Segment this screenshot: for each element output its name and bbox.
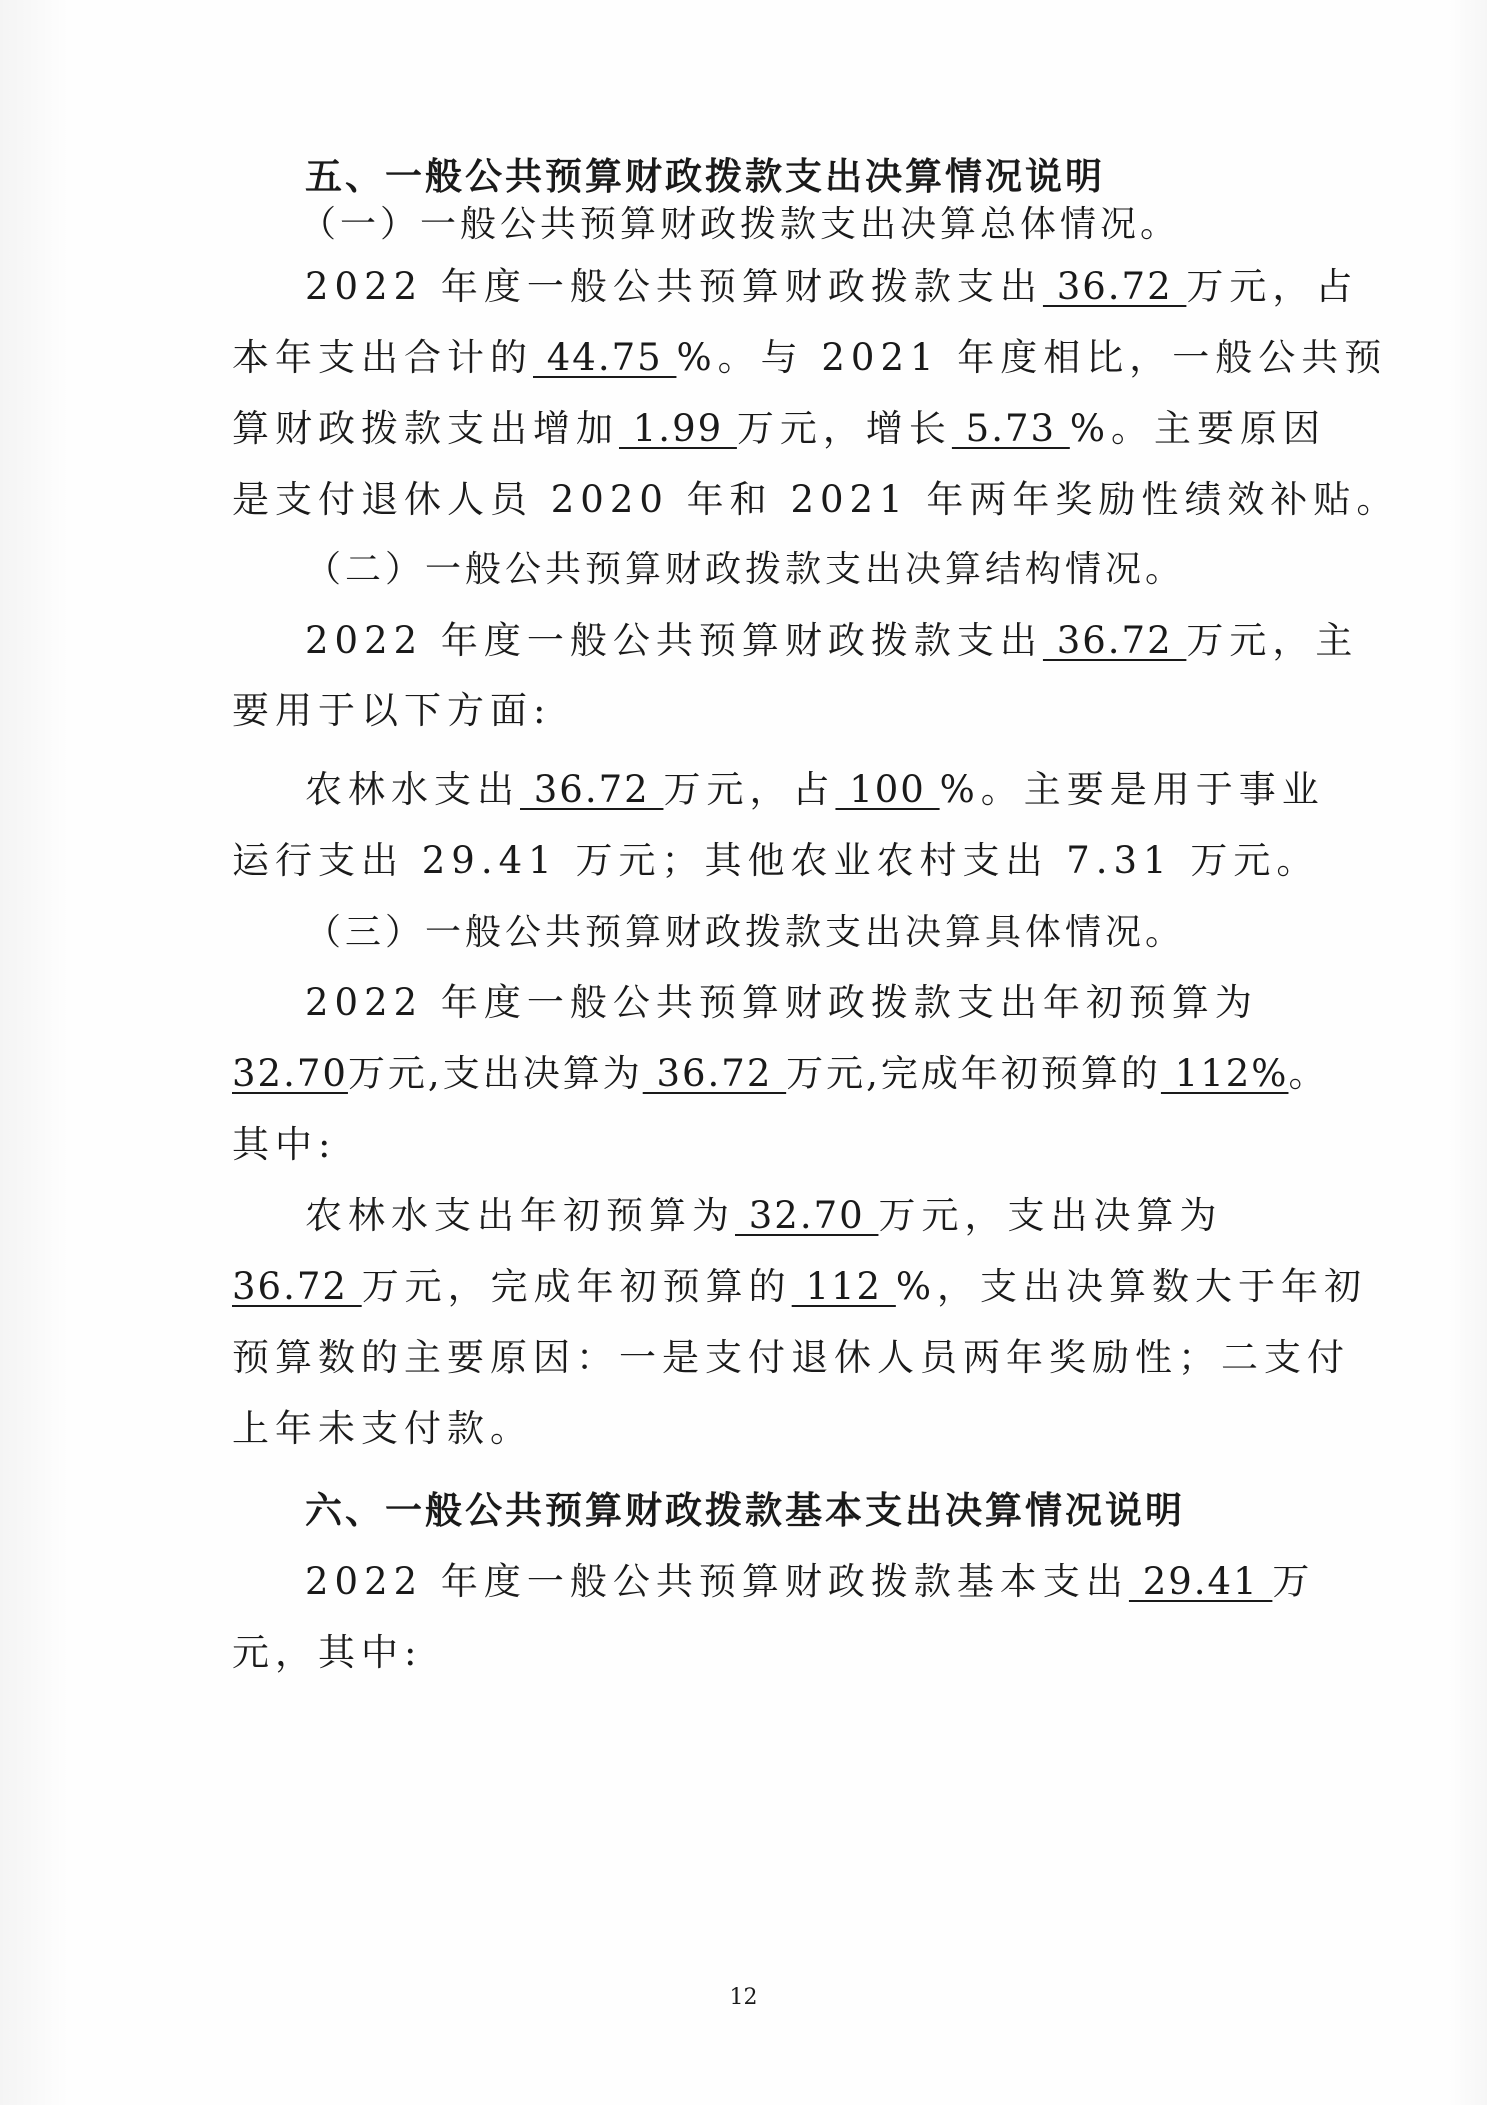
text: %。主要原因 xyxy=(1069,407,1326,450)
s1-paragraph-line-3 xyxy=(232,404,1326,454)
value-36-72: 36.72 xyxy=(1042,619,1187,662)
value-32-70: 32.70 xyxy=(735,1194,879,1237)
text: 万元，支出决算为 xyxy=(878,1194,1223,1237)
value-36-72: 36.72 xyxy=(232,1265,362,1308)
text: 万元,完成年初预算的 xyxy=(786,1052,1161,1095)
value-112-percent: 112% xyxy=(1160,1052,1289,1095)
value-44-75: 44.75 xyxy=(533,336,677,379)
s2-paragraph-line-4: 运行支出 29.41 万元；其他农业农村支出 7.31 万元。 xyxy=(232,839,1320,882)
s3-paragraph-line-7: 上年未支付款。 xyxy=(232,1407,533,1450)
text: 万元，占 xyxy=(663,768,836,811)
text: 万元，主 xyxy=(1186,619,1359,662)
s3-paragraph-line-5 xyxy=(232,1262,1367,1312)
text: 2022 年度一般公共预算财政拨款支出 xyxy=(305,265,1043,308)
sub-1-heading: （一）一般公共预算财政拨款支出决算总体情况。 xyxy=(300,204,1181,245)
s2-paragraph-line-1 xyxy=(305,616,1358,666)
s2-paragraph-line-3 xyxy=(305,765,1325,815)
section-5-heading: 五、一般公共预算财政拨款支出决算情况说明 xyxy=(305,155,1105,198)
text: 农林水支出年初预算为 xyxy=(305,1194,735,1237)
value-29-41: 29.41 xyxy=(1128,1560,1273,1603)
text: %，支出决算数大于年初 xyxy=(895,1265,1368,1308)
value-100: 100 xyxy=(835,768,940,811)
s3-paragraph-line-4 xyxy=(305,1191,1222,1241)
scan-edge-left xyxy=(0,0,70,2105)
value-36-72: 36.72 xyxy=(1042,265,1187,308)
value-36-72: 36.72 xyxy=(642,1052,787,1095)
s6-paragraph-line-1 xyxy=(305,1557,1315,1607)
section-6-heading: 六、一般公共预算财政拨款基本支出决算情况说明 xyxy=(305,1489,1185,1532)
page-number: 12 xyxy=(729,1985,758,2010)
text: 2022 年度一般公共预算财政拨款支出 xyxy=(305,619,1043,662)
text: 算财政拨款支出增加 xyxy=(232,407,619,450)
text: 2022 年度一般公共预算财政拨款基本支出 xyxy=(305,1560,1129,1603)
text: 万 xyxy=(1272,1560,1316,1603)
text: 万元，增长 xyxy=(736,407,952,450)
text: 本年支出合计的 xyxy=(232,336,533,379)
s3-paragraph-line-1: 2022 年度一般公共预算财政拨款支出年初预算为 xyxy=(305,981,1258,1024)
text: 农林水支出 xyxy=(305,768,520,811)
text: 。 xyxy=(1288,1052,1329,1095)
value-32-70: 32.70 xyxy=(232,1052,348,1095)
sub-3-heading: （三）一般公共预算财政拨款支出决算具体情况。 xyxy=(305,912,1186,953)
value-36-72: 36.72 xyxy=(520,768,664,811)
text: %。主要是用于事业 xyxy=(939,768,1325,811)
s3-paragraph-line-6: 预算数的主要原因：一是支付退休人员两年奖励性；二支付 xyxy=(232,1336,1350,1379)
sub-2-heading: （二）一般公共预算财政拨款支出决算结构情况。 xyxy=(305,549,1186,590)
s6-paragraph-line-2: 元，其中: xyxy=(232,1631,423,1674)
text: 万元,支出决算为 xyxy=(347,1052,643,1095)
s3-paragraph-line-2 xyxy=(232,1049,1328,1099)
value-1-99: 1.99 xyxy=(619,407,737,450)
scan-edge-right xyxy=(1447,0,1487,2105)
s1-paragraph-line-1 xyxy=(305,262,1358,312)
text: 万元，占 xyxy=(1186,265,1359,308)
s1-paragraph-line-2 xyxy=(232,333,1387,383)
value-5-73: 5.73 xyxy=(951,407,1070,450)
text: 万元，完成年初预算的 xyxy=(361,1265,792,1308)
text: %。与 2021 年度相比，一般公共预 xyxy=(676,336,1388,379)
s1-paragraph-line-4: 是支付退休人员 2020 年和 2021 年两年奖励性绩效补贴。 xyxy=(232,478,1400,521)
s3-paragraph-line-3: 其中: xyxy=(232,1123,337,1166)
value-112: 112 xyxy=(791,1265,896,1308)
s2-paragraph-line-2: 要用于以下方面: xyxy=(232,689,552,732)
